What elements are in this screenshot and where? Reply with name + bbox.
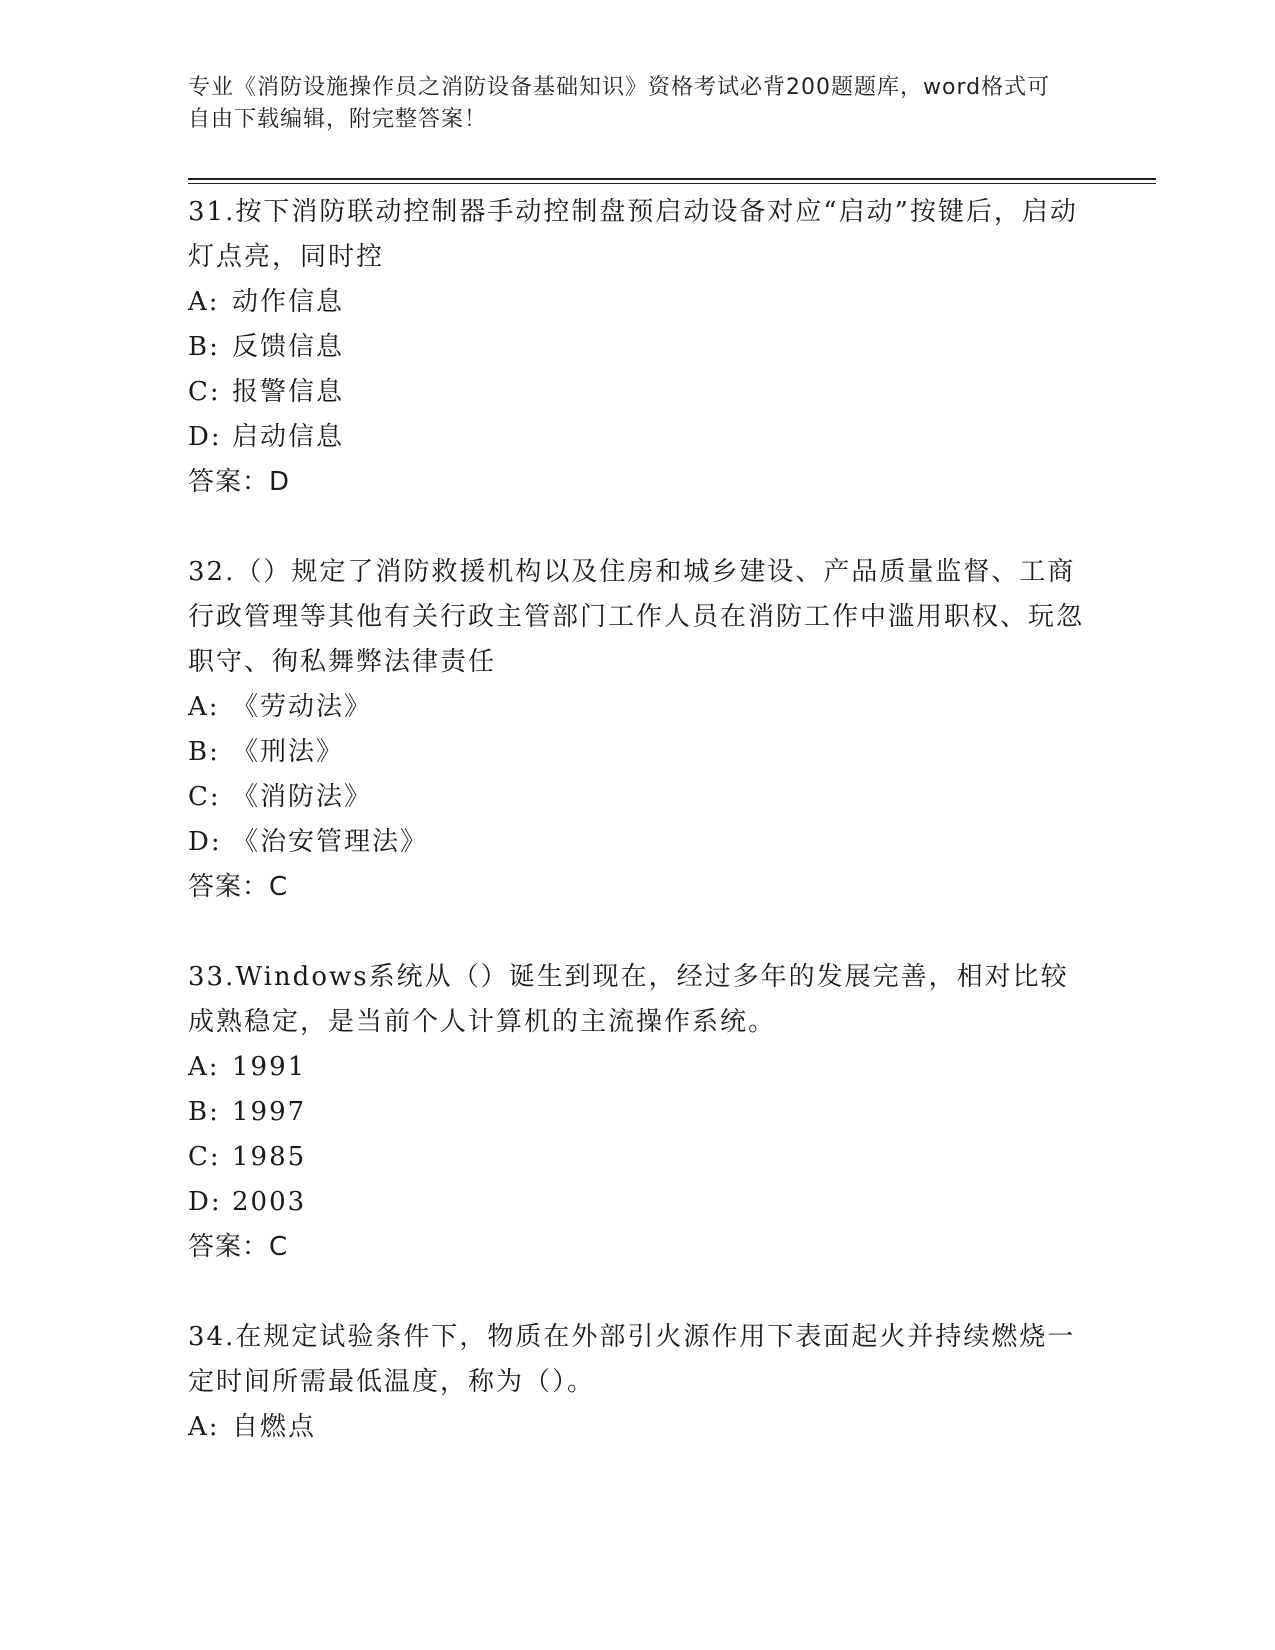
option-text: 1991 xyxy=(232,1052,307,1082)
option-text: 1985 xyxy=(232,1142,307,1172)
option-label: A: xyxy=(188,1412,220,1442)
option-label: B: xyxy=(188,737,220,767)
question-list xyxy=(188,190,1088,1495)
question-text: 31.按下消防联动控制器手动控制盘预启动设备对应“启动”按键后，启动灯点亮，同时控 xyxy=(188,197,1078,272)
answer-line: 答案：C xyxy=(188,872,289,902)
option-text: 《治安管理法》 xyxy=(232,827,429,857)
option-text: 《消防法》 xyxy=(232,782,373,812)
option-a xyxy=(188,685,1088,730)
option-text: 1997 xyxy=(232,1097,307,1127)
option-d xyxy=(188,1180,1088,1225)
option-a xyxy=(188,280,1088,325)
option-b xyxy=(188,1090,1088,1135)
option-label: A: xyxy=(188,692,220,722)
option-label: A: xyxy=(188,1052,220,1082)
option-a xyxy=(188,1045,1088,1090)
option-c xyxy=(188,370,1088,415)
option-label: D: xyxy=(188,1187,222,1217)
option-text: 报警信息 xyxy=(232,377,345,407)
option-c xyxy=(188,1135,1088,1180)
option-b xyxy=(188,325,1088,370)
option-b xyxy=(188,730,1088,775)
answer-line: 答案：D xyxy=(188,467,291,497)
option-text: 自燃点 xyxy=(232,1412,317,1442)
option-label: A: xyxy=(188,287,220,317)
question-text: 33.Windows系统从（）诞生到现在，经过多年的发展完善，相对比较成熟稳定，是当前个人计算机的主流操作系统。 xyxy=(188,962,1069,1037)
question-text: 32.（）规定了消防救援机构以及住房和城乡建设、产品质量监督、工商行政管理等其他有关行政主管部门工作人员在消防工作中滥用职权、玩忽职守、徇私舞弊法律责任 xyxy=(188,557,1085,677)
option-label: C: xyxy=(188,377,221,407)
option-c xyxy=(188,775,1088,820)
question-33 xyxy=(188,955,1088,1270)
option-text: 《刑法》 xyxy=(232,737,345,767)
option-text: 启动信息 xyxy=(232,422,345,452)
option-label: C: xyxy=(188,1142,221,1172)
option-text: 《劳动法》 xyxy=(232,692,373,722)
option-text: 反馈信息 xyxy=(232,332,345,362)
option-a xyxy=(188,1405,1088,1450)
option-label: B: xyxy=(188,332,220,362)
option-d xyxy=(188,415,1088,460)
document-header xyxy=(188,72,1068,136)
option-d xyxy=(188,820,1088,865)
option-label: C: xyxy=(188,782,221,812)
header-divider-thin xyxy=(188,183,1156,184)
header-text: 专业《消防设施操作员之消防设备基础知识》资格考试必背200题题库，word格式可自由下载编辑，附完整答案！ xyxy=(188,75,1051,132)
question-text: 34.在规定试验条件下，物质在外部引火源作用下表面起火并持续燃烧一定时间所需最低温度，称为（）。 xyxy=(188,1322,1076,1397)
question-31 xyxy=(188,190,1088,505)
option-label: B: xyxy=(188,1097,220,1127)
option-text: 2003 xyxy=(232,1187,307,1217)
answer-line: 答案：C xyxy=(188,1232,289,1262)
option-text: 动作信息 xyxy=(232,287,345,317)
option-label: D: xyxy=(188,827,222,857)
question-32 xyxy=(188,550,1088,910)
question-34 xyxy=(188,1315,1088,1450)
header-divider-thick xyxy=(188,178,1156,180)
option-label: D: xyxy=(188,422,222,452)
